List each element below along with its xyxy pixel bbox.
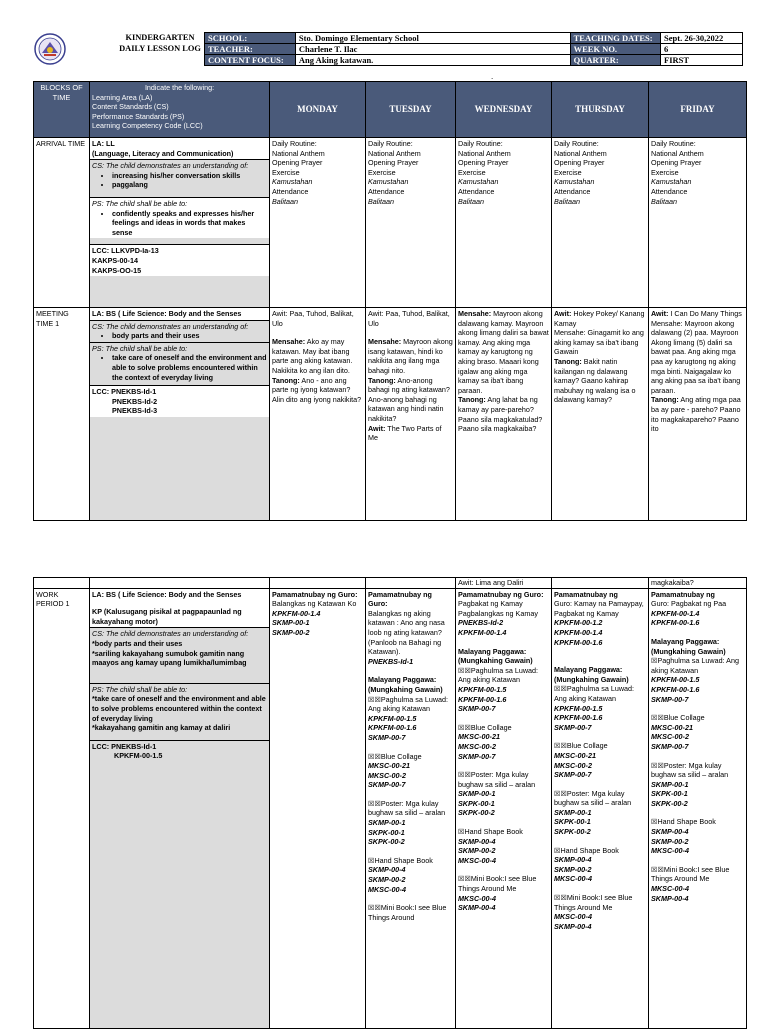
code: MKSC-00-2 — [368, 770, 406, 780]
arrival-cs-item: • paggalang — [112, 180, 267, 190]
continuation-friday: magkakaiba? — [649, 578, 747, 589]
code: SKMP-00-7 — [368, 732, 406, 742]
tanong-text: Ang ating mga paa ba ay pare - pareho? Paano ito magkakapareho? Paano ito — [651, 395, 741, 434]
code: MKSC-00-4 — [368, 884, 406, 894]
awit-text: Hokey Pokey/ Kanang Kamay — [554, 309, 645, 328]
malayang-label: Malayang Paggawa: (Mungkahing Gawain) — [554, 665, 629, 684]
focus-label: CONTENT FOCUS: — [205, 55, 296, 66]
routine-line: Attendance — [458, 186, 495, 196]
activity-paghulma: ☒☒Paghulma sa Luwad: Ang aking Katawan — [554, 684, 635, 703]
arrival-wednesday — [456, 138, 552, 308]
routine-line: Balitaan — [272, 196, 298, 206]
routine-line: Daily Routine: — [554, 139, 599, 148]
routine-line: Attendance — [368, 186, 405, 196]
routine-line: Balitaan — [458, 196, 484, 206]
code: SKMP-00-7 — [368, 780, 406, 790]
code: MKSC-00-21 — [554, 750, 596, 760]
meeting-ps-item: • take care of oneself and the environment and able to solve problems encountered within the context of everyday living — [112, 353, 267, 382]
tanong-label: Tanong: — [651, 395, 679, 405]
activity-poster: ☒☒Poster: Mga kulay bughaw sa silid – aralan — [458, 770, 536, 789]
code: KPKFM-00-1.6 — [554, 637, 603, 647]
meeting-lcc: PNEKBS-Id-3 — [112, 406, 158, 416]
routine-line: National Anthem — [368, 148, 421, 158]
title-line-1: KINDERGARTEN — [125, 33, 195, 42]
code: SKPK-00-2 — [651, 798, 688, 808]
code: SKMP-00-7 — [651, 694, 689, 704]
pamamatnubay-label: Pamamatnubay ng — [651, 589, 715, 599]
code: MKSC-00-4 — [458, 893, 496, 903]
day-header-friday: FRIDAY — [649, 82, 747, 138]
dates-value: Sept. 26-30,2022 — [661, 33, 743, 44]
code: SKMP-00-1 — [272, 618, 310, 628]
code: SKPK-00-2 — [368, 837, 405, 847]
code: SKMP-00-4 — [651, 893, 689, 903]
teacher-value: Charlene T. Ilac — [295, 44, 570, 55]
guro-text: Balangkas ng aking katawan : Ano ang nasa loob ng ating katawan? (Panloob na Bahagi ng Katawan). — [368, 608, 445, 657]
arrival-la-full: (Language, Literacy and Communication) — [92, 148, 234, 158]
code: KPKFM-00-1.5 — [368, 713, 417, 723]
routine-line: National Anthem — [554, 148, 607, 158]
routine-line: Kamustahan — [554, 177, 595, 187]
work-tuesday — [366, 588, 456, 1028]
code: MKSC-00-2 — [554, 760, 592, 770]
routine-line: National Anthem — [458, 148, 511, 158]
meeting-ps-intro: PS: The child shall be able to: — [92, 343, 188, 353]
meeting-thursday — [552, 308, 649, 521]
mensahe-label: Mensahe: — [458, 309, 492, 318]
work-friday — [649, 588, 747, 1028]
meeting-cs-intro: CS: The child demonstrates an understanding of: — [92, 321, 249, 331]
mensahe-text: Mayroon akong isang katawan, hindi ko nakikita ang ilang mga bahagi nito. — [368, 337, 453, 375]
code: SKMP-00-2 — [272, 627, 310, 637]
routine-line: Daily Routine: — [272, 139, 317, 148]
work-cs-line: *sariling kakayahang sumubok gamitin nang maayos ang kamay upang lumikha/lumimbag — [92, 648, 247, 668]
dates-label: TEACHING DATES: — [570, 33, 660, 44]
continuation-cell — [552, 578, 649, 589]
activity-collage: ☒☒Blue Collage — [458, 722, 512, 732]
guro-text: Guro: Kamay na Pamaypay, Pagbakat ng Kamay — [554, 599, 644, 618]
work-cs-intro: CS: The child demonstrates an understanding of: — [92, 629, 249, 639]
routine-line: Balitaan — [554, 196, 580, 206]
routine-line: Daily Routine: — [368, 139, 413, 148]
day-header-wednesday: WEDNESDAY — [456, 82, 552, 138]
activity-paghulma: ☒☒Paghulma sa Luwad: Ang aking Katawan — [368, 694, 449, 714]
mensahe-text: Ako ay may katawan. May ibat ibang parte ang aking katawan. Nakikita ko ang ilan dito. — [272, 337, 353, 375]
code: SKPK-00-1 — [368, 827, 405, 837]
routine-line: Exercise — [651, 167, 679, 177]
lesson-table-part-2 — [33, 577, 747, 1029]
code: MKSC-00-4 — [651, 884, 689, 894]
indicate-header — [90, 82, 270, 138]
meeting-cs-list — [92, 331, 267, 341]
activity-mini-book: ☒☒Mini Book:I see Blue Things Around Me — [458, 874, 537, 894]
arrival-tuesday — [366, 138, 456, 308]
routine-line: Exercise — [368, 167, 396, 177]
routine-line: Opening Prayer — [458, 158, 509, 168]
malayang-label: Malayang Paggawa: (Mungkahing Gawain) — [651, 636, 726, 656]
tanong-text: Ano-anong bahagi ng ating katawan? Ano-anong bahagi ng katawan ang hindi natin nakikita? — [368, 375, 450, 423]
code: MKSC-00-4 — [458, 855, 496, 865]
work-lcc: KPKFM-00-1.5 — [114, 751, 163, 761]
code: MKSC-00-2 — [458, 741, 496, 751]
code: SKMP-00-2 — [651, 836, 689, 846]
meeting-wednesday — [456, 308, 552, 521]
work-lcc: LCC: PNEKBS-Id-1 — [92, 741, 157, 751]
work-ps-line: *kakayahang gamitin ang kamay at daliri — [92, 723, 231, 733]
code: MKSC-00-4 — [554, 874, 592, 884]
week-value: 6 — [661, 44, 743, 55]
activity-hand-shape: ☒Hand Shape Book — [651, 817, 716, 827]
activity-hand-shape: ☒Hand Shape Book — [554, 845, 619, 855]
routine-line: Kamustahan — [368, 177, 409, 187]
document-title — [118, 32, 202, 54]
routine-line: Opening Prayer — [272, 158, 323, 168]
code: SKMP-00-4 — [458, 836, 496, 846]
code: SKPK-00-1 — [458, 798, 495, 808]
arrival-ps-intro: PS: The child shall be able to: — [92, 198, 188, 208]
block-arrival-time: ARRIVAL TIME — [34, 138, 90, 308]
header-meta-table — [204, 32, 743, 66]
quarter-label: QUARTER: — [570, 55, 660, 66]
routine-line: Daily Routine: — [651, 139, 696, 148]
arrival-friday — [649, 138, 747, 308]
indicate-line: Indicate the following: — [144, 83, 215, 92]
code: SKMP-00-1 — [368, 818, 406, 828]
lesson-log-header — [30, 32, 743, 68]
meeting-monday-awit: Awit: Paa, Tuhod, Balikat, Ulo — [272, 309, 354, 328]
code: SKMP-00-2 — [458, 846, 496, 856]
quarter-value: FIRST — [661, 55, 743, 66]
activity-collage: ☒☒Blue Collage — [651, 713, 705, 723]
title-line-2: DAILY LESSON LOG — [119, 44, 201, 53]
activity-hand-shape: ☒Hand Shape Book — [368, 855, 433, 865]
code: KPKFM-00-1.5 — [651, 675, 700, 685]
tanong-label: Tanong: — [458, 395, 486, 405]
school-label: SCHOOL: — [205, 33, 296, 44]
awit-label: Awit: — [651, 309, 669, 318]
meeting-lcc: PNEKBS-Id-2 — [112, 396, 158, 406]
routine-line: Opening Prayer — [651, 158, 702, 168]
pamamatnubay-label: Pamamatnubay ng Guro: — [368, 589, 432, 609]
code: MKSC-00-21 — [458, 732, 500, 742]
school-value: Sto. Domingo Elementary School — [295, 33, 570, 44]
code: SKMP-00-4 — [368, 865, 406, 875]
arrival-ps-item: • confidently speaks and expresses his/her feelings and ideas in words that makes sense — [112, 209, 267, 238]
code: MKSC-00-21 — [368, 761, 410, 771]
work-indicators — [90, 588, 270, 1028]
pamamatnubay-label: Pamamatnubay ng Guro: — [458, 589, 544, 599]
code: KPKFM-00-1.4 — [651, 608, 700, 618]
work-monday — [270, 588, 366, 1028]
code: KPKFM-00-1.6 — [554, 713, 603, 723]
awit-text: The Two Parts of Me — [368, 423, 442, 443]
code: PNEKBS-Id-1 — [368, 656, 414, 666]
code: SKMP-00-2 — [368, 875, 406, 885]
blocks-of-time-header: BLOCKS OF TIME — [34, 82, 90, 138]
routine-line: Exercise — [272, 167, 300, 177]
work-ps-line: *take care of oneself and the environment and able to solve problems encountered within the context of everyday living — [92, 694, 266, 723]
code: SKMP-00-1 — [651, 779, 689, 789]
meeting-ps-list — [92, 353, 267, 382]
arrival-monday — [270, 138, 366, 308]
code: KPKFM-00-1.6 — [368, 723, 417, 733]
teacher-label: TEACHER: — [205, 44, 296, 55]
pamamatnubay-label: Pamamatnubay ng Guro: — [272, 589, 358, 599]
activity-poster: ☒☒Poster: Mga kulay bughaw sa silid – aralan — [368, 798, 446, 818]
week-label: WEEK NO. — [570, 44, 660, 55]
meeting-tuesday — [366, 308, 456, 521]
tanong-label: Tanong: — [554, 356, 582, 366]
code: SKMP-00-4 — [458, 903, 496, 913]
arrival-indicators — [90, 138, 270, 308]
arrival-lcc: LCC: LLKVPD-Ia-13 — [92, 246, 159, 256]
work-thursday — [552, 588, 649, 1028]
meeting-friday — [649, 308, 747, 521]
activity-collage: ☒☒Blue Collage — [554, 741, 608, 751]
arrival-cs-item: • increasing his/her conversation skills — [112, 171, 267, 181]
routine-line: Exercise — [458, 167, 486, 177]
routine-line: Balitaan — [651, 196, 677, 206]
malayang-label: Malayang Paggawa: (Mungkahing Gawain) — [458, 646, 533, 666]
code: KPKFM-00-1.6 — [651, 618, 700, 628]
block-meeting-time-1: MEETING TIME 1 — [34, 308, 90, 521]
code: MKSC-00-4 — [651, 846, 689, 856]
block-work-period-1: WORK PERIOD 1 — [34, 588, 90, 1028]
indicate-line: Learning Competency Code (LCC) — [92, 121, 203, 131]
arrival-cs-intro: CS: The child demonstrates an understanding of: — [92, 161, 249, 171]
arrival-cs-list — [92, 171, 267, 190]
code: SKPK-00-2 — [458, 808, 495, 818]
activity-paghulma: ☒Paghulma sa Luwad: Ang aking Katawan — [651, 656, 739, 675]
awit-text: I Can Do Many Things — [668, 309, 742, 318]
code: SKMP-00-7 — [554, 722, 592, 732]
routine-line: Kamustahan — [272, 177, 313, 187]
work-cs-line: *body parts and their uses — [92, 638, 183, 648]
code: SKPK-00-1 — [651, 789, 688, 799]
mensahe-label: Mensahe: — [368, 337, 402, 347]
continuation-cell — [270, 578, 366, 589]
meeting-tuesday-awit: Awit: Paa, Tuhod, Balikat, Ulo — [368, 309, 450, 328]
activity-poster: ☒☒Poster: Mga kulay bughaw sa silid – aralan — [651, 760, 729, 780]
activity-mini-book: ☒☒Mini Book:I see Blue Things Around Me — [554, 893, 633, 912]
code: KPKFM-00-1.5 — [458, 684, 507, 694]
activity-mini-book: ☒☒Mini Book:I see Blue Things Around Me — [651, 864, 730, 884]
indicate-line: Performance Standards (PS) — [92, 111, 185, 121]
code: SKMP-00-1 — [554, 807, 592, 817]
day-header-tuesday: TUESDAY — [366, 82, 456, 138]
routine-line: Balitaan — [368, 196, 394, 206]
code: KPKFM-00-1.6 — [651, 684, 700, 694]
routine-line: Kamustahan — [458, 177, 499, 187]
arrival-ps-list — [92, 209, 267, 238]
code: MKSC-00-2 — [651, 732, 689, 742]
mensahe-label: Mensahe: — [272, 337, 306, 347]
code: MKSC-00-21 — [651, 722, 693, 732]
arrival-thursday — [552, 138, 649, 308]
mensahe-text: Mensahe: Mayroon akong dalawang (2) paa. Mayroon Akong limang (5) daliri sa bawat paa. Ang aking mga paa ay karugtong ng aking mga binti. Naigagalaw ko ang aking paa sa iba't ibang paraan. — [651, 318, 741, 395]
work-ps-intro: PS: The child shall be able to: — [92, 684, 188, 694]
continuation-cell — [90, 578, 270, 589]
routine-line: Opening Prayer — [368, 158, 419, 168]
day-header-monday: MONDAY — [270, 82, 366, 138]
indicate-line: Learning Area (LA) — [92, 92, 153, 102]
continuation-cell — [366, 578, 456, 589]
meeting-indicators — [90, 308, 270, 521]
code: KPKFM-00-1.2 — [554, 618, 603, 628]
tanong-text: Ano - ano ang parte ng iyong katawan? Alin dito ang iyong nakikita? — [272, 375, 362, 404]
code: KPKFM-00-1.4 — [554, 627, 603, 637]
meeting-monday — [270, 308, 366, 521]
code: SKPK-00-1 — [554, 817, 591, 827]
routine-line: Exercise — [554, 167, 582, 177]
continuation-cell — [34, 578, 90, 589]
routine-line: Opening Prayer — [554, 158, 605, 168]
code: KPKFM-00-1.4 — [458, 627, 507, 637]
tanong-text: Ang lahat ba ng kamay ay pare-pareho? Paano sila magkakatulad? Paano sila magkakaiba? — [458, 395, 543, 434]
routine-line: Daily Routine: — [458, 139, 503, 148]
indicate-line: Content Standards (CS) — [92, 102, 169, 112]
activity-hand-shape: ☒Hand Shape Book — [458, 827, 523, 837]
day-header-thursday: THURSDAY — [552, 82, 649, 138]
continuation-wednesday: Awit: Lima ang Daliri — [456, 578, 552, 589]
code: SKPK-00-2 — [554, 827, 591, 837]
code: SKMP-00-7 — [554, 770, 592, 780]
code: SKMP-00-4 — [554, 855, 592, 865]
lesson-table-part-1 — [33, 81, 747, 521]
arrival-lcc: KAKPS-OO-15 — [92, 265, 142, 275]
routine-line: Attendance — [554, 186, 591, 196]
routine-line: Attendance — [651, 186, 688, 196]
activity-mini-book: ☒☒Mini Book:I see Blue Things Around — [368, 903, 447, 922]
code: PNEKBS-Id-2 — [458, 618, 504, 628]
code: KPKFM-00-1.6 — [458, 694, 507, 704]
routine-line: Kamustahan — [651, 177, 692, 187]
mensahe-text: Mensahe: Ginagamit ko ang aking kamay sa iba't ibang Gawain — [554, 328, 644, 357]
code: SKMP-00-4 — [651, 827, 689, 837]
code: SKMP-00-7 — [458, 751, 496, 761]
awit-label: Awit: — [554, 309, 572, 318]
activity-poster: ☒☒Poster: Mga kulay bughaw sa silid – aralan — [554, 788, 632, 808]
work-kp: KP (Kalusugang pisikal at pagpapaunlad ng kakayahang motor) — [92, 607, 242, 626]
routine-line: Attendance — [272, 186, 309, 196]
code: SKMP-00-7 — [458, 704, 496, 714]
code: SKMP-00-1 — [458, 789, 496, 799]
guro-text: Pagbakat ng Kamay Pagbalangkas ng Kamay — [458, 599, 538, 618]
meeting-lcc: LCC: PNEKBS-Id-1 — [92, 387, 157, 397]
meeting-la: LA: BS ( Life Science: Body and the Senses — [92, 309, 242, 318]
pamamatnubay-label: Pamamatnubay ng — [554, 589, 618, 599]
mensahe-text: Mayroon akong dalawang kamay. Mayroon akong limang daliri sa bawat kamay. Ang aking mga kamay ay karugtong ng aking braso. Maaari kong igalaw ang aking mga kamay sa iba't ibang paraan. — [458, 309, 549, 395]
tanong-label: Tanong: — [272, 375, 300, 385]
code: SKMP-00-2 — [554, 864, 592, 874]
stray-mark: . — [491, 72, 494, 81]
awit-label: Awit: — [368, 423, 386, 433]
activity-collage: ☒☒Blue Collage — [368, 751, 422, 761]
code: KPKFM-00-1.5 — [554, 703, 603, 713]
code: SKMP-00-7 — [651, 741, 689, 751]
code: KPKFM-00-1.4 — [272, 608, 321, 618]
routine-line: National Anthem — [651, 148, 704, 158]
work-la: LA: BS ( Life Science: Body and the Senses — [92, 589, 242, 599]
work-wednesday — [456, 588, 552, 1028]
guro-text: Balangkas ng Katawan Ko — [272, 599, 357, 609]
activity-paghulma: ☒☒Paghulma sa Luwad: Ang aking Katawan — [458, 665, 539, 685]
focus-value: Ang Aking katawan. — [295, 55, 570, 66]
arrival-lcc: KAKPS-00-14 — [92, 255, 138, 265]
meeting-cs-item: • body parts and their uses — [112, 331, 267, 341]
code: MKSC-00-4 — [554, 912, 592, 922]
code: SKMP-00-4 — [554, 921, 592, 931]
tanong-text: Bakit natin kailangan ng dalawang kamay? Gaano kahirap mabuhay ng walang isa o dalawang kamay? — [554, 356, 636, 405]
malayang-label: Malayang Paggawa: (Mungkahing Gawain) — [368, 675, 443, 694]
tanong-label: Tanong: — [368, 375, 396, 385]
deped-seal-icon — [34, 33, 66, 65]
routine-line: National Anthem — [272, 148, 325, 158]
arrival-la: LA: LL — [92, 139, 115, 148]
guro-text: Guro: Pagbakat ng Paa — [651, 599, 727, 609]
